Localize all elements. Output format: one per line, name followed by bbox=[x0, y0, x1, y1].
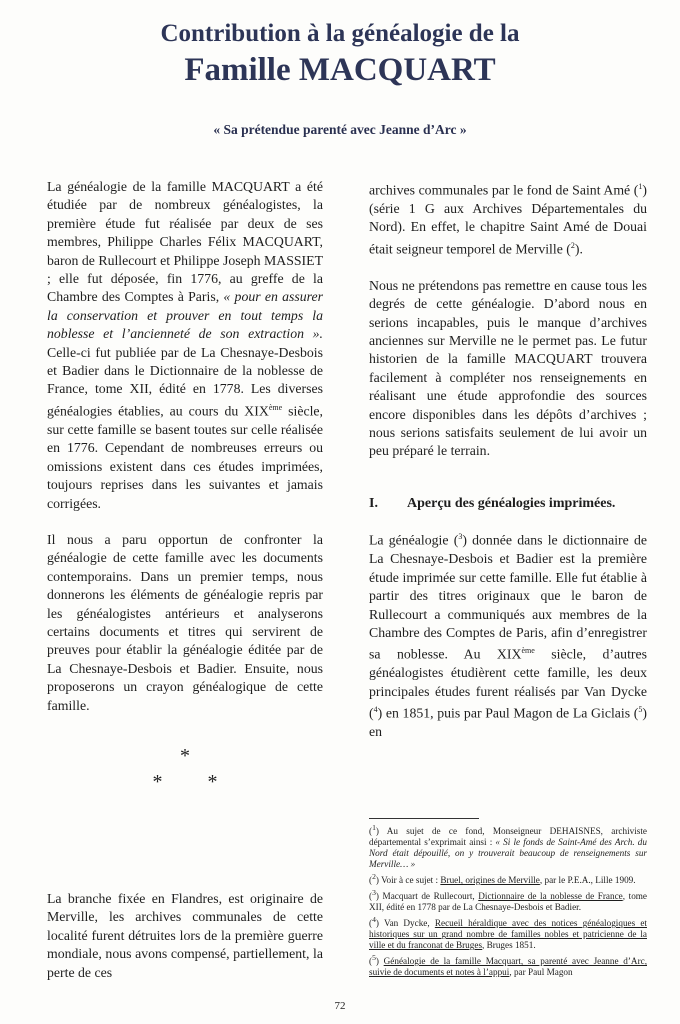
citation-title: Recueil héraldique avec des notices généalogiques et historiques sur un grand nombre de familles nobles et patricienne de la ville et du franconat de Bruges bbox=[369, 918, 647, 951]
citation-title: Généalogie de la famille Macquart, sa parenté avec Jeanne d’Arc, suivie de documents et notes à l’appui bbox=[369, 956, 647, 978]
title-line-1: Contribution à la généalogie de la bbox=[160, 20, 520, 47]
text-span: archives communales par le fond de Saint Amé ( bbox=[369, 182, 639, 198]
footnote-5: ($^5$) Généalogie de la famille Macquart, sa parenté avec Jeanne d’Arc, suivie de documents et notes à l’appui, par Paul Magon bbox=[369, 953, 647, 978]
title-line-2: Famille MACQUART bbox=[184, 52, 496, 88]
footnote-number: 2 bbox=[372, 872, 376, 882]
footnote-2: ($^2$) Voir à ce sujet : Bruel, origines de Merville, par le P.E.A., Lille 1909. bbox=[369, 872, 636, 886]
superscript: ème bbox=[521, 646, 535, 656]
text-span: ) en 1851, puis par Paul Magon de La Giclais ( bbox=[377, 705, 639, 721]
section-title: Aperçu des généalogies imprimées. bbox=[407, 495, 616, 511]
footnote-ref: 1 bbox=[638, 182, 643, 191]
footnote-number: 4 bbox=[372, 915, 376, 925]
right-paragraph-2: Nous ne prétendons pas remettre en cause tous les degrés de cette généalogie. D’abord nous en serions incapables, puis le manque d’archives anciennes sur Merville ne le permet pas. Le futur historien de la famille MACQUART trouvera facilement à compléter nos renseignements en réalisant une étude approfondie des sources encore disponibles dans les dépôts d’archives ; nous serions satisfaits seulement de lui avoir un peu préparé le terrain. bbox=[369, 277, 647, 459]
right-paragraph-1 bbox=[369, 178, 647, 259]
footnote-3: ($^3$) Macquart de Rullecourt, Dictionnaire de la noblesse de France, tome XII, édité en 1778 par de La Chesnaye-Desbois et Badier. bbox=[369, 888, 648, 913]
footnote-number: 5 bbox=[372, 953, 376, 963]
text-span: , par le P.E.A., Lille 1909. bbox=[539, 875, 636, 886]
section-separator bbox=[47, 743, 323, 795]
footnotes bbox=[369, 822, 647, 979]
section-number: I. bbox=[369, 495, 378, 511]
left-paragraph-3: La branche fixée en Flandres, est originaire de Merville, les archives communales de cette localité furent détruites lors de la première guerre mondiale, nous avons compensé, partiellement, la perte de ces bbox=[47, 891, 323, 980]
right-column bbox=[369, 178, 647, 760]
left-column bbox=[47, 178, 323, 831]
text-span: ) (série 1 G aux Archives Départementales du Nord). En effet, le chapitre Saint Amé de Douai était seigneur temporel de Merville ( bbox=[369, 182, 647, 257]
text-span: Voir à ce sujet : bbox=[378, 875, 441, 886]
text-span: Macquart de Rullecourt, bbox=[378, 891, 479, 902]
footnote-ref: 3 bbox=[458, 532, 463, 542]
text-span: siècle, d’autres généalogistes étudièrent cette famille, les deux principales études furent réalisés par Van Dycke ( bbox=[369, 646, 647, 721]
text-span: ) donnée dans le dictionnaire de La Chesnaye-Desbois et Badier est la première étude imprimée sur cette famille. Elle fut établie à partir des titres originaux que le baron de Rullecourt a communiqués aux membres de la Chambre des Comptes de Paris, afin d’enregistrer sa noblesse. Au XIX bbox=[369, 532, 647, 662]
star-bottom: * * bbox=[152, 770, 218, 793]
left-paragraph-1 bbox=[47, 178, 323, 513]
footnote-ref: 4 bbox=[373, 705, 378, 715]
footnote-number: 3 bbox=[372, 888, 376, 898]
text-span: , tome XII, édité en 1778 par de La Chesnaye-Desbois et Badier. bbox=[369, 891, 648, 913]
footnote-4: ($^4$) Van Dycke, Recueil héraldique avec des notices généalogiques et historiques sur un grand nombre de familles nobles et patricienne de la ville et du franconat de Bruges, Bruges 1851. bbox=[369, 915, 647, 951]
text-span: Celle-ci fut publiée par de La Chesnaye-Desbois et Badier dans le Dictionnaire de la noblesse de France, tome XII, édité en 1778. Les diverses généalogies établies, au cours du XIX bbox=[47, 344, 323, 419]
text-span: ). bbox=[574, 241, 583, 257]
superscript: ème bbox=[268, 402, 283, 412]
left-paragraph-2: Il nous a paru opportun de confronter la généalogie de cette famille avec les documents contemporains. Dans un premier temps, nous donnerons les éléments de généalogie repris par les généalogistes antérieurs et analyserons certains documents et titres qui servirent de preuves pour établir la généalogie éditée par de La Chesnaye-Desbois et Badier. Ensuite, nous proposerons un crayon généalogique de cette famille. bbox=[47, 531, 323, 713]
text-span: siècle, sur cette famille se basent toutes sur celle réalisée en 1776. Cependant de nombreuses erreurs ou omissions existent dans ces études imprimées, toujours reprises dans les suivantes et jamais corrigées. bbox=[47, 403, 323, 511]
section-heading bbox=[369, 495, 647, 513]
text-span: Van Dycke, bbox=[378, 918, 435, 929]
text-span: La généalogie ( bbox=[369, 532, 459, 548]
page-number: 72 bbox=[334, 1000, 346, 1012]
star-top: * bbox=[180, 744, 190, 767]
quote-span: « pour en assurer la conservation et prouver en tout temps la noblesse et l’ancienneté de son extraction ». bbox=[47, 289, 324, 342]
citation-title: Dictionnaire de la noblesse de France bbox=[478, 891, 623, 902]
text-span: Au sujet de ce fond, Monseigneur DEHAISNES, archiviste départemental s’exprimait ainsi : bbox=[369, 826, 647, 848]
text-span: ) en bbox=[369, 705, 647, 740]
quote-span: « Si le fonds de Saint-Amé des Arch. du Nord était dépouillé, on y trouverait beaucoup de renseignements sur Merville… » bbox=[369, 837, 647, 870]
subtitle: « Sa prétendue parenté avec Jeanne d’Arc » bbox=[213, 122, 467, 137]
text-span: , par Paul Magon bbox=[509, 967, 573, 978]
right-paragraph-3 bbox=[369, 528, 647, 741]
footnote-ref: 5 bbox=[638, 705, 643, 715]
text-span: , Bruges 1851. bbox=[482, 940, 536, 951]
footnote-1: ($^1$) Au sujet de ce fond, Monseigneur DEHAISNES, archiviste départemental s’exprimait ainsi : « Si le fonds de Saint-Amé des Arch. du Nord était dépouillé, on y trouverait beaucoup de renseignements sur Merville… » bbox=[369, 823, 647, 870]
citation-title: Bruel, origines de Merville bbox=[440, 875, 540, 886]
footnote-ref: 2 bbox=[570, 240, 575, 250]
footnote-divider bbox=[369, 818, 479, 819]
text-span: La généalogie de la famille MACQUART a été étudiée par de nombreux généalogistes, la première étude fut réalisée par deux de ses membres, Philippe Charles Félix MACQUART, baron de Rullecourt et Philippe Joseph MASSIET ; elle fut déposée, fin 1776, au greffe de la Chambre des Comptes à Paris, bbox=[47, 179, 323, 305]
footnote-number: 1 bbox=[372, 823, 376, 832]
